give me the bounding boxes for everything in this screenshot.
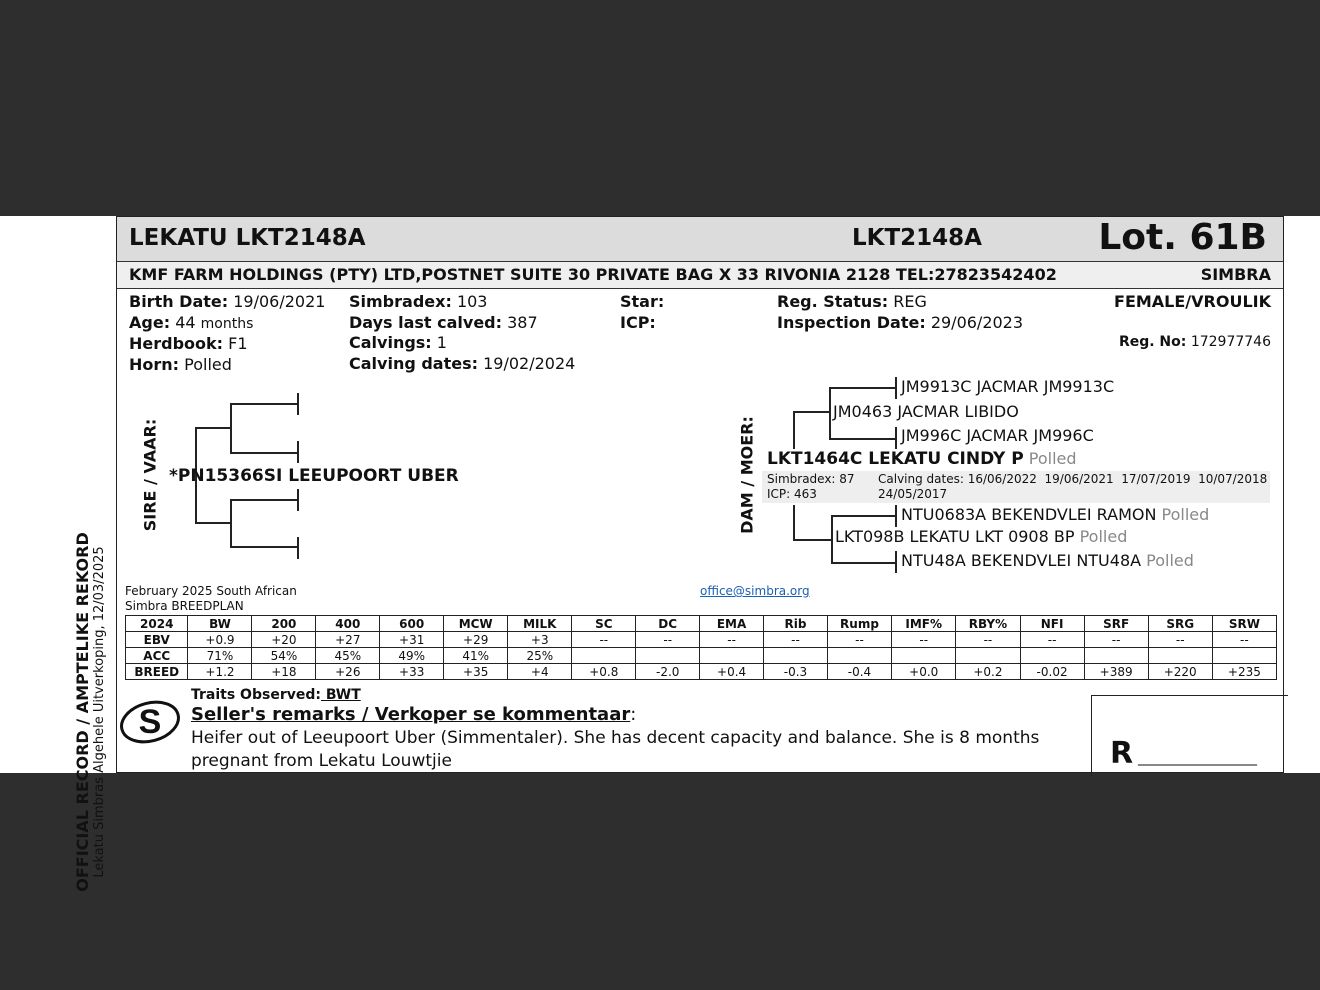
ebv-cell: -2.0 <box>636 664 700 680</box>
ebv-row-acc <box>126 648 1277 664</box>
lot-number: Lot. 61B <box>1098 217 1267 258</box>
ebv-header-nfi: NFI <box>1020 616 1084 632</box>
ebv-header-rump: Rump <box>827 616 891 632</box>
ebv-header-mcw: MCW <box>444 616 508 632</box>
icp: ICP: <box>620 312 656 332</box>
ebv-cell: -- <box>1020 632 1084 648</box>
ebv-cell: -- <box>1084 632 1148 648</box>
ebv-cell <box>1212 648 1276 664</box>
info-col-4 <box>777 292 1023 333</box>
ebv-cell: +0.2 <box>956 664 1020 680</box>
ebv-cell: 25% <box>508 648 572 664</box>
ebv-cell: 45% <box>316 648 380 664</box>
ebv-header-milk: MILK <box>508 616 572 632</box>
reg-number: Reg. No: 172977746 <box>1118 334 1271 350</box>
days-last-calved: Days last calved: 387 <box>349 312 538 332</box>
owner-bar <box>117 262 1283 289</box>
ebv-cell: -- <box>700 632 764 648</box>
ebv-cell: +3 <box>508 632 572 648</box>
ebv-cell: -- <box>764 632 828 648</box>
ebv-header-200: 200 <box>252 616 316 632</box>
ebv-cell: +220 <box>1148 664 1212 680</box>
ebv-header-row <box>126 616 1277 632</box>
ebv-cell: -- <box>827 632 891 648</box>
sire-label: SIRE / VAAR: <box>140 418 160 532</box>
ebv-cell: +1.2 <box>188 664 252 680</box>
animal-name: LEKATU LKT2148A <box>129 225 366 251</box>
ebv-cell: +35 <box>444 664 508 680</box>
ebv-header-imf: IMF% <box>892 616 956 632</box>
breed-name: SIMBRA <box>1200 265 1271 284</box>
dam-calving-dates: Calving dates: 16/06/2022 19/06/2021 17/07/2019 10/07/2018 <box>878 472 1268 486</box>
ebv-header-bw: BW <box>188 616 252 632</box>
calving-dates: Calving dates: 19/02/2024 <box>349 353 576 373</box>
breedplan-line2: Simbra BREEDPLAN <box>125 599 244 613</box>
simbradex: Simbradex: 103 <box>349 292 488 311</box>
ebv-cell <box>572 648 636 664</box>
svg-text:S: S <box>138 703 162 741</box>
ebv-cell: +20 <box>252 632 316 648</box>
dam-details <box>762 471 1270 503</box>
side-subtitle: Lekatu Simbras Algehele Uitverkoping, 12/03/2025 <box>92 546 107 878</box>
ebv-header-srg: SRG <box>1148 616 1212 632</box>
ebv-cell: -- <box>636 632 700 648</box>
ebv-cell: 41% <box>444 648 508 664</box>
ebv-row-label: EBV <box>126 632 188 648</box>
dam-dam-dam: NTU48A BEKENDVLEI NTU48A <box>901 551 1142 570</box>
breedplan-line1: February 2025 South African <box>125 584 297 598</box>
dam-sire-sire: JM9913C JACMAR JM9913C <box>901 377 1115 396</box>
dam-sire-dam: JM996C JACMAR JM996C <box>901 426 1094 445</box>
dam-calving-dates-2: 24/05/2017 <box>878 487 948 501</box>
ebv-cell <box>892 648 956 664</box>
ebv-header-600: 600 <box>380 616 444 632</box>
sire-name: *PN15366SI LEEUPOORT UBER <box>169 466 459 486</box>
ebv-cell: +29 <box>444 632 508 648</box>
ebv-cell <box>1148 648 1212 664</box>
info-col-2 <box>349 292 575 374</box>
ebv-header-ema: EMA <box>700 616 764 632</box>
ebv-cell <box>956 648 1020 664</box>
ebv-cell: -0.4 <box>827 664 891 680</box>
ebv-cell: -- <box>1148 632 1212 648</box>
ebv-cell: +0.9 <box>188 632 252 648</box>
ebv-header-srf: SRF <box>1084 616 1148 632</box>
ebv-cell: 54% <box>252 648 316 664</box>
animal-code: LKT2148A <box>852 225 982 251</box>
ebv-cell: -0.3 <box>764 664 828 680</box>
ebv-cell: +0.0 <box>892 664 956 680</box>
herdbook: Herdbook: F1 <box>129 334 248 353</box>
star: Star: <box>620 292 665 311</box>
ebv-cell: -0.02 <box>1020 664 1084 680</box>
ebv-cell: 49% <box>380 648 444 664</box>
dam-simbradex: Simbradex: 87 <box>767 472 855 486</box>
ebv-table <box>125 615 1277 680</box>
sex-label: FEMALE/VROULIK <box>1114 292 1271 311</box>
price-r: R <box>1110 736 1134 771</box>
lot-card <box>116 216 1284 773</box>
price-line: _________________ <box>1138 750 1257 766</box>
ebv-cell: 71% <box>188 648 252 664</box>
ebv-cell <box>1020 648 1084 664</box>
remarks-title: Seller's remarks / Verkoper se kommentaar: <box>191 704 637 725</box>
ebv-header-2024: 2024 <box>126 616 188 632</box>
ebv-row-breed <box>126 664 1277 680</box>
ebv-row-ebv <box>126 632 1277 648</box>
ebv-cell: +33 <box>380 664 444 680</box>
header-bar <box>117 217 1283 262</box>
ebv-cell: +235 <box>1212 664 1276 680</box>
ebv-header-sc: SC <box>572 616 636 632</box>
ebv-cell: +27 <box>316 632 380 648</box>
dam-sire: JM0463 JACMAR LIBIDO <box>833 402 1019 421</box>
ebv-cell: +18 <box>252 664 316 680</box>
ebv-header-rib: Rib <box>764 616 828 632</box>
dam-horn: Polled <box>1028 449 1077 468</box>
ebv-header-dc: DC <box>636 616 700 632</box>
inspection-date: Inspection Date: 29/06/2023 <box>777 312 1024 332</box>
price-box <box>1091 695 1288 776</box>
email-link[interactable]: office@simbra.org <box>700 584 810 598</box>
ebv-cell: +31 <box>380 632 444 648</box>
ebv-cell: +389 <box>1084 664 1148 680</box>
ebv-cell <box>827 648 891 664</box>
ebv-cell <box>636 648 700 664</box>
calvings: Calvings: 1 <box>349 333 447 352</box>
ebv-row-label: ACC <box>126 648 188 664</box>
ebv-cell: +4 <box>508 664 572 680</box>
traits-observed: Traits Observed: BWT <box>191 687 361 703</box>
remarks-text: Heifer out of Leeupoort Uber (Simmentaler). She has decent capacity and balance. She is 8 months pregnant from Lekatu Louwtjie <box>191 728 1040 771</box>
dam-dam-dam-entry: NTU48A BEKENDVLEI NTU48A Polled <box>901 551 1194 570</box>
reg-status: Reg. Status: REG <box>777 292 927 311</box>
dam-icp: ICP: 463 <box>767 487 817 501</box>
dam-dam: LKT098B LEKATU LKT 0908 BP <box>835 527 1075 546</box>
dam-dam-sire-entry: NTU0683A BEKENDVLEI RAMON Polled <box>901 505 1210 524</box>
ebv-cell: -- <box>1212 632 1276 648</box>
ebv-cell <box>700 648 764 664</box>
ebv-cell: +0.4 <box>700 664 764 680</box>
ebv-row-label: BREED <box>126 664 188 680</box>
age: Age: 44 months <box>129 312 254 332</box>
dam-label: DAM / MOER: <box>737 416 757 534</box>
simbra-logo-icon <box>119 691 181 753</box>
birth-date: Birth Date: 19/06/2021 <box>129 292 326 311</box>
horn: Horn: Polled <box>129 354 232 374</box>
ebv-cell: +0.8 <box>572 664 636 680</box>
ebv-cell: -- <box>956 632 1020 648</box>
ebv-cell: +26 <box>316 664 380 680</box>
info-col-3 <box>620 292 664 333</box>
dam-dam-entry: LKT098B LEKATU LKT 0908 BP Polled <box>835 527 1128 546</box>
ebv-header-400: 400 <box>316 616 380 632</box>
record-sheet <box>0 216 1320 892</box>
side-caption <box>60 526 120 898</box>
dam-name: LKT1464C LEKATU CINDY P <box>767 449 1024 469</box>
remarks-block <box>191 687 1091 773</box>
ebv-cell <box>764 648 828 664</box>
ebv-header-rby: RBY% <box>956 616 1020 632</box>
ebv-cell: -- <box>892 632 956 648</box>
ebv-cell <box>1084 648 1148 664</box>
dam-entry <box>767 449 1077 469</box>
info-col-1 <box>129 292 325 375</box>
ebv-cell: -- <box>572 632 636 648</box>
ebv-header-srw: SRW <box>1212 616 1276 632</box>
side-title: OFFICIAL RECORD / AMPTELIKE REKORD <box>73 532 92 892</box>
owner-address: KMF FARM HOLDINGS (PTY) LTD,POSTNET SUITE 30 PRIVATE BAG X 33 RIVONIA 2128 TEL:27823542402 <box>129 265 1057 284</box>
dam-dam-sire: NTU0683A BEKENDVLEI RAMON <box>901 505 1157 524</box>
